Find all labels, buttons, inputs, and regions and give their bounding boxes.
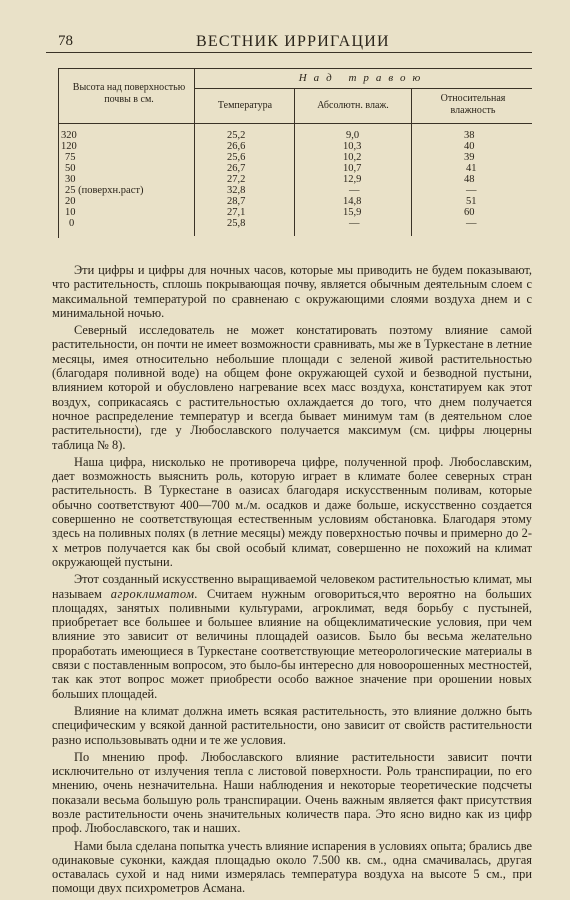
article-body — [52, 263, 532, 899]
journal-title: ВЕСТНИК ИРРИГАЦИИ — [196, 33, 390, 50]
height-cell: 320 — [61, 130, 77, 141]
rel-humidity-cell: — — [466, 218, 477, 229]
abs-humidity-cell: — — [349, 218, 360, 229]
paragraph: По мнению проф. Любославского влияние растительности зависит почти исключительно от излучения тепла с листовой поверхности. Роль транспирации, по его мнению, очень незначительна. Наши наблюдения и некоторые теоретические подсчеты показали весьма большую роль транспирации. Очень важным является факт присутствия возле растительности очень значительных количеств пара. Это ясно видно как из цифр проф. Любославского, так и наших. — [52, 749, 532, 836]
height-cell: 0 — [69, 218, 75, 229]
temperature-column-header: Температура — [217, 100, 273, 111]
abs-humidity-cell: 15,9 — [343, 207, 362, 218]
paragraph: Нами была сделана попытка учесть влияние испарения в условиях опыта; брались две одинаковые суконки, каждая площадью около 7.500 кв. см., одна смачивалась, другая оставалась сухой и над ними измерялась температура воздуха на высоте 5 см., при помощи двух психрометров Асмана. — [52, 838, 532, 896]
table-divider — [411, 89, 412, 236]
paragraph: Влияние на климат должна иметь всякая растительность, это влияние должно быть специфическим у всякой данной растительности, оно зависит от свойств растительности разно использовывать одни и те же условия. — [52, 703, 532, 747]
abs-humidity-cell: — — [349, 185, 360, 196]
temperature-cell: 32,8 — [227, 185, 246, 196]
rel-humidity-cell: 48 — [464, 174, 475, 185]
abs-humidity-cell: 10,3 — [343, 141, 362, 152]
paragraph-text: Этот созданный искусственно выращиваемой человеком растительностью климат, мы называем — [52, 572, 532, 601]
height-cell: 120 — [61, 141, 77, 152]
page-number: 78 — [58, 33, 73, 49]
paragraph — [52, 572, 532, 701]
table-divider — [194, 69, 195, 236]
paragraph: Северный исследователь не может констатировать поэтому влияние самой растительности, он почти не имеет возможности сравнивать, мы же в Туркестане в летние месяцы, имея относительно небольшие площади с зеленой живой растительностью (благодаря поливной воде) на общем фоне окружающей сухой и безводной пустыни, влиянием которой и обусловлено нагревание всех масс воздуха, констатируем как этот воздух, соприкасаясь с растительностью охлаждается до того, что днем получается ночное распределение температур и всегда бывает минимум там (в деятельном слое растительности), где у Любославского получается максимум (см. цифры люцерны таблица № 8). — [52, 323, 532, 452]
agroclimate-term: агроклиматом. — [110, 586, 199, 601]
abs-humidity-cell: 10,7 — [343, 163, 362, 174]
height-cell: 25 (поверхн.раст) — [65, 185, 144, 196]
rel-humidity-cell: 39 — [464, 152, 475, 163]
page-header — [46, 30, 532, 53]
table-divider — [59, 123, 532, 124]
temperature-cell: 27,1 — [227, 207, 246, 218]
abs-humidity-cell: 9,0 — [346, 130, 360, 141]
height-cell: 10 — [65, 207, 76, 218]
abs-humidity-cell: 14,8 — [343, 196, 362, 207]
temperature-cell: 26,7 — [227, 163, 246, 174]
abs-humidity-cell: 12,9 — [343, 174, 362, 185]
height-cell: 20 — [65, 196, 76, 207]
temperature-cell: 26,6 — [227, 141, 246, 152]
temperature-cell: 25,6 — [227, 152, 246, 163]
abs-humidity-cell: 10,2 — [343, 152, 362, 163]
table-divider — [194, 88, 532, 89]
temperature-cell: 25,8 — [227, 218, 246, 229]
table-divider — [294, 89, 295, 236]
height-cell: 50 — [65, 163, 76, 174]
rel-humidity-cell: 51 — [466, 196, 477, 207]
temperature-cell: 27,2 — [227, 174, 246, 185]
data-table — [58, 68, 532, 238]
paragraph-text: Считаем нужным оговориться,что вероятно на больших площадях, занятых поливными культурами, агроклимат, ведя борьбу с пустыней, приобретает все большее и большее влияние на общеклиматические условия, при чем влияние это зависит от величины площадей оазисов. Было бы весьма желательно проработать имеющиеся в Туркестане соответствующие метеорологические материалы в связи с поставленным вопросом, это было-бы интересно для новоорошенных местностей, так как этот вопрос может приобрести особо важное значение при орошении новых больших площадей. — [52, 586, 532, 701]
rel-humidity-cell: — — [466, 185, 477, 196]
height-column-header: Высота над поверхностью почвы в см. — [72, 82, 186, 105]
rel-humidity-cell: 38 — [464, 130, 475, 141]
temperature-cell: 25,2 — [227, 130, 246, 141]
rel-humidity-column-header: Относительная влажность — [440, 93, 506, 116]
height-cell: 30 — [65, 174, 76, 185]
group-header: Над травою — [298, 72, 428, 84]
rel-humidity-cell: 41 — [466, 163, 477, 174]
abs-humidity-column-header: Абсолютн. влаж. — [317, 100, 389, 111]
paragraph: Наша цифра, нисколько не противореча цифре, полученной проф. Любославским, дает возможность выяснить роль, которую играет в климате более северных стран растительность. В Туркестане в оазисах благодаря искусственным поливам, которые обычно соответствуют 400—700 м./м. осадков и даже больше, искусственно создается совершенно не соответствующая естественным условиям обстановка. Благодаря этому здесь на поливных полях (в летние месяцы) между поверхностью почвы и примерно до 2-х метров получается как бы свой особый климат, совершенно не похожий на климат окружающей пустыни. — [52, 454, 532, 569]
rel-humidity-cell: 60 — [464, 207, 475, 218]
temperature-cell: 28,7 — [227, 196, 246, 207]
height-cell: 75 — [65, 152, 76, 163]
paragraph: Эти цифры и цифры для ночных часов, которые мы приводить не будем показывают, что растительность, сплошь покрывающая почву, является обычным деятельным слоем с максимальной температурой по сравненаю с окружающими слоями воздуха днем и с минимальной ночью. — [52, 263, 532, 320]
rel-humidity-cell: 40 — [464, 141, 475, 152]
